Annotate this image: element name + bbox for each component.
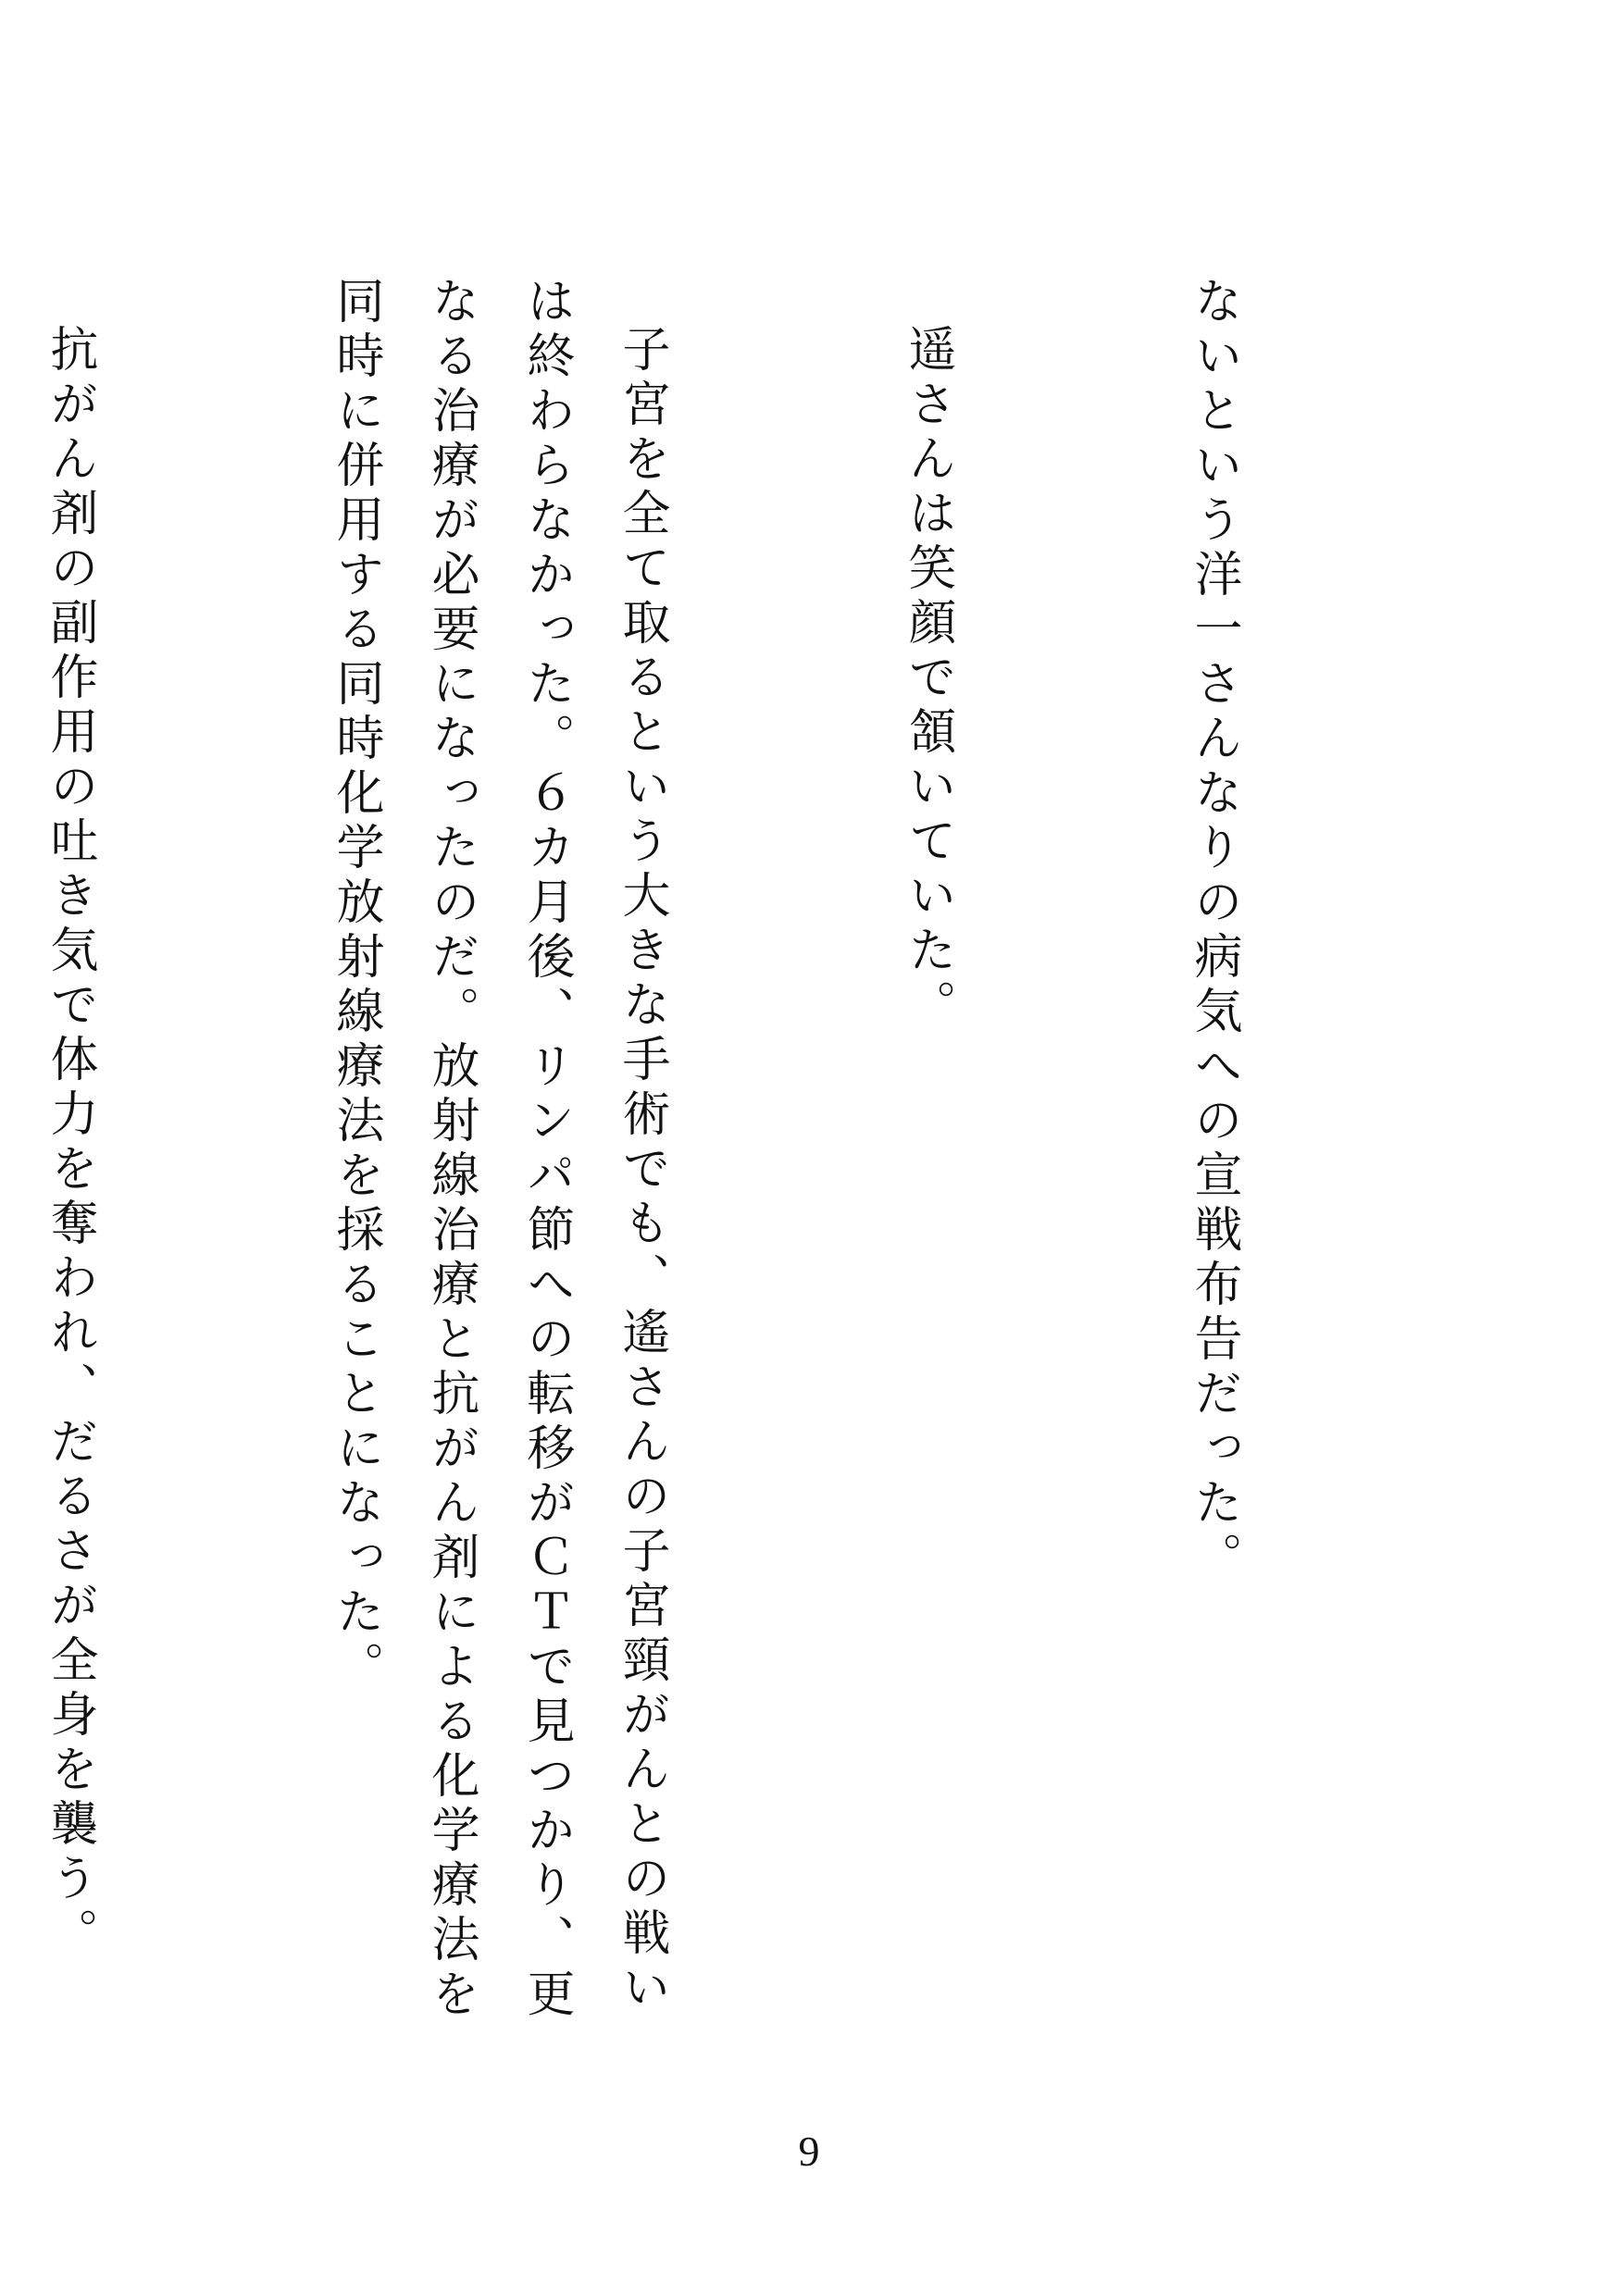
paragraph-2: 遥さんは笑顔で頷いていた。 xyxy=(900,324,955,1034)
vertical-text-body xyxy=(42,276,1451,2053)
paragraph-4: 抗がん剤の副作用の吐き気で体力を奪われ、だるさが全身を襲う。 xyxy=(42,324,97,1962)
page-number: 9 xyxy=(798,2128,820,2175)
paragraph-1: ないという洋一さんなりの病気への宣戦布告だった。 xyxy=(1186,276,1241,1586)
paragraph-3: 子宮を全て取るという大きな手術でも、遙さんの子宮頸がんとの戦いは終わらなかった。６カ月後、リンパ節への転移がＣＴで見つかり、更なる治療が必要になったのだ。放射線治療と抗がん剤による化学療法を同時に併用する同時化学放射線療法を採ることになった。 xyxy=(328,276,669,2023)
